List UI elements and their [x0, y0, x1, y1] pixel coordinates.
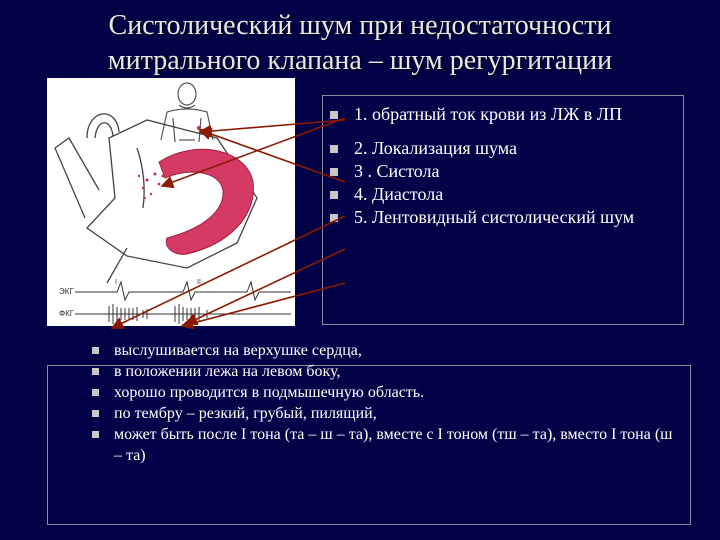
list-item: 2. Локализация шума — [330, 137, 680, 160]
bullet-icon — [330, 168, 338, 176]
title-line-2: митрального клапана – шум регургитации — [107, 45, 613, 76]
list-item: по тембру – резкий, грубый, пилящий, — [92, 403, 682, 424]
regurgitation-jet — [138, 173, 165, 200]
bullet-icon — [92, 368, 99, 375]
pcg-label: ФКГ — [59, 309, 75, 318]
list-item: 3 . Систола — [330, 160, 680, 183]
bullet-icon — [92, 347, 99, 354]
patient-figure — [161, 83, 213, 142]
bullet-icon — [92, 389, 99, 396]
ecg-label: ЭКГ — [59, 287, 74, 296]
tone-i-label: I — [115, 279, 117, 286]
list-item: 1. обратный ток крови из ЛЖ в ЛП — [330, 103, 680, 126]
slide-title — [0, 8, 720, 78]
bullet-icon — [330, 214, 338, 222]
list-item: в положении лежа на левом боку, — [92, 361, 682, 382]
bullet-icon — [330, 191, 338, 199]
bullet-icon — [92, 410, 99, 417]
bottom-bullet-list — [92, 340, 682, 466]
tone-ii-label: II — [197, 279, 201, 286]
list-item: 5. Лентовидный систолический шум — [330, 206, 680, 229]
top-bullet-list — [330, 103, 680, 229]
title-line-1: Систолический шум при недостаточности — [108, 10, 612, 41]
pcg-trace — [75, 304, 291, 324]
bullet-icon — [330, 111, 338, 119]
heart-diagram — [47, 78, 295, 326]
list-item: может быть после I тона (та – ш – та), вместе с I тоном (тш – та), вместо I тона (ш – та) — [92, 424, 682, 466]
bullet-icon — [92, 431, 99, 438]
list-item: 4. Диастола — [330, 183, 680, 206]
apex-point — [197, 126, 201, 130]
bullet-icon — [330, 145, 338, 153]
heart-diagram-figure — [47, 78, 295, 326]
list-item: хорошо проводится в подмышечную область. — [92, 382, 682, 403]
list-item: выслушивается на верхушке сердца, — [92, 340, 682, 361]
ecg-trace — [75, 282, 291, 300]
